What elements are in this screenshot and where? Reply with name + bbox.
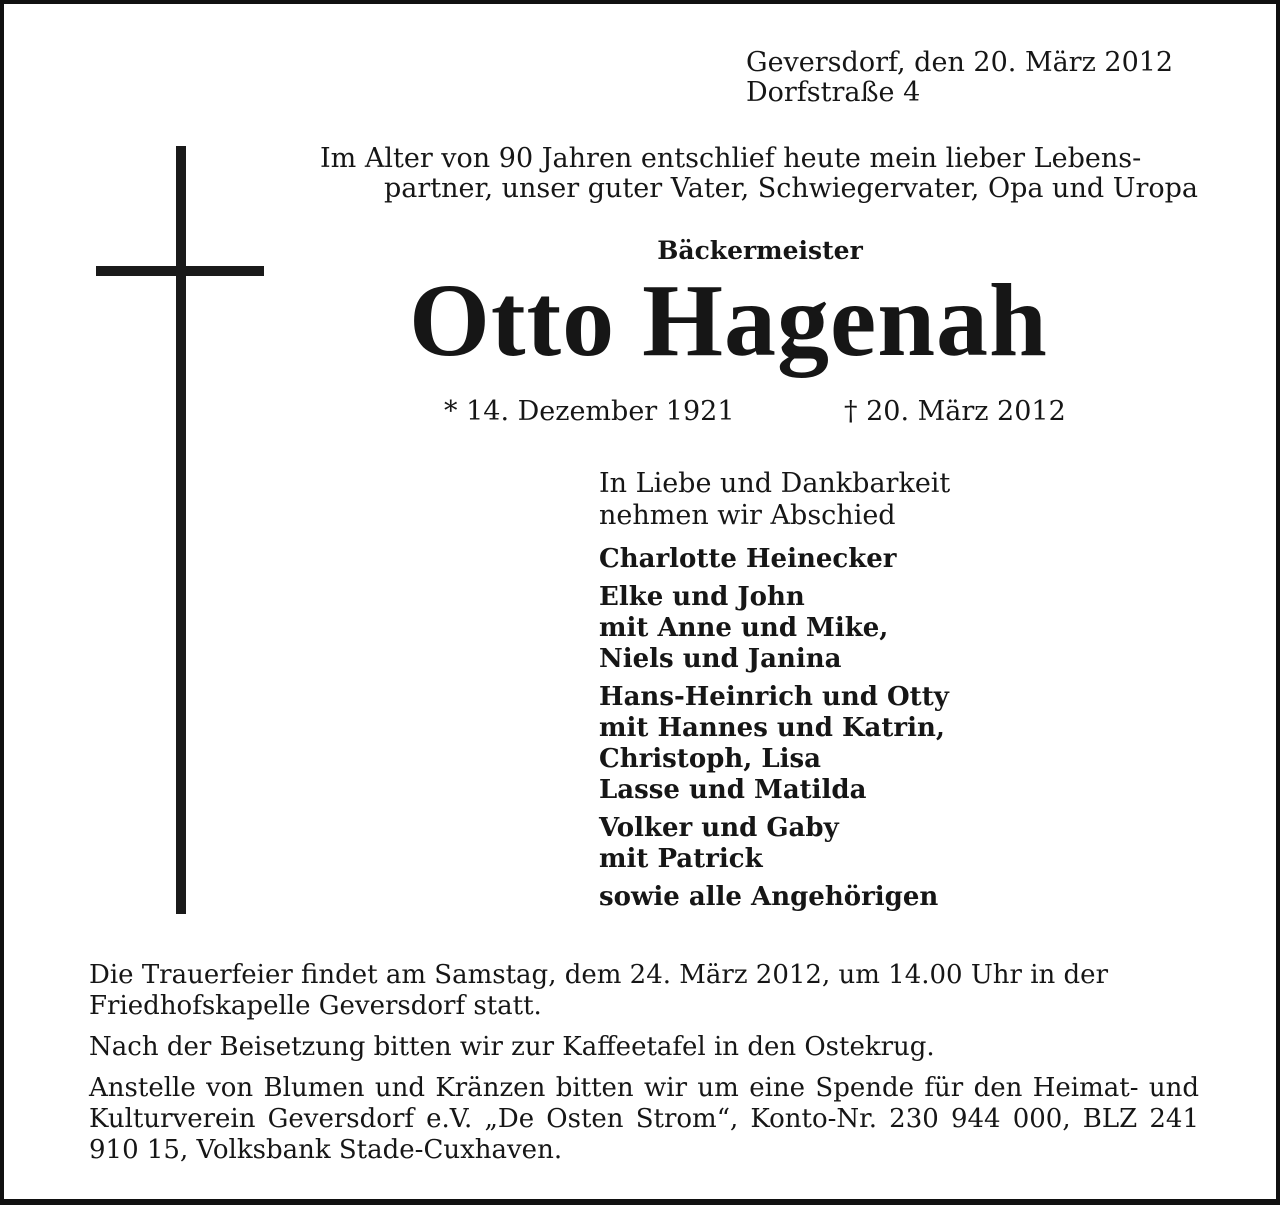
farewell-text (599, 468, 950, 532)
date-line: Geversdorf, den 20. März 2012 (746, 47, 1174, 78)
mourner-group (599, 882, 949, 913)
mourner-line: Niels und Janina (599, 644, 842, 674)
mourners-list (599, 544, 949, 920)
mourner-line: Lasse und Matilda (599, 775, 867, 805)
cross-horizontal-bar (96, 266, 264, 276)
coffee-info: Nach der Beisetzung bitten wir zur Kaffeetafel in den Ostekrug. (89, 1032, 935, 1062)
mourner-line: mit Patrick (599, 844, 763, 874)
mourner-line: Volker und Gaby (599, 813, 839, 843)
mourner-group (599, 813, 949, 875)
deceased-name: Otto Hagenah (409, 263, 1048, 378)
mourner-line: Christoph, Lisa (599, 744, 821, 774)
intro-line-1: Im Alter von 90 Jahren entschlief heute mein lieber Lebens- (320, 143, 1142, 174)
mourner-line: mit Hannes und Katrin, (599, 713, 945, 743)
farewell-line-1: In Liebe und Dankbarkeit (599, 468, 951, 499)
address-line: Dorfstraße 4 (746, 77, 921, 108)
header-block (746, 48, 1173, 108)
mourner-line: sowie alle Angehörigen (599, 882, 939, 912)
mourner-line: mit Anne und Mike, (599, 613, 889, 643)
donation-info: Anstelle von Blumen und Kränzen bitten wir um eine Spende für den Heimat- und Kulturverein Geversdorf e.V. „De Osten Strom“, Konto-Nr. 230 944 000, BLZ 241 910 15, Volksbank Stade-Cuxhaven. (89, 1073, 1199, 1165)
intro-text (320, 144, 1198, 204)
mourner-line: Charlotte Heinecker (599, 544, 897, 574)
intro-line-2: partner, unser guter Vater, Schwiegervater, Opa und Uropa (384, 173, 1198, 204)
mourner-group (599, 544, 949, 575)
footer-block (89, 960, 1199, 1176)
mourner-line: Elke und John (599, 582, 805, 612)
funeral-info: Die Trauerfeier findet am Samstag, dem 24. März 2012, um 14.00 Uhr in der Friedhofskapelle Geversdorf statt. (89, 960, 1109, 1021)
death-date: † 20. März 2012 (844, 396, 1066, 427)
birth-date: * 14. Dezember 1921 (444, 396, 735, 427)
mourner-line: Hans-Heinrich und Otty (599, 682, 949, 712)
occupation-title: Bäckermeister (657, 236, 863, 265)
mourner-group (599, 682, 949, 806)
mourner-group (599, 582, 949, 675)
farewell-line-2: nehmen wir Abschied (599, 500, 896, 531)
